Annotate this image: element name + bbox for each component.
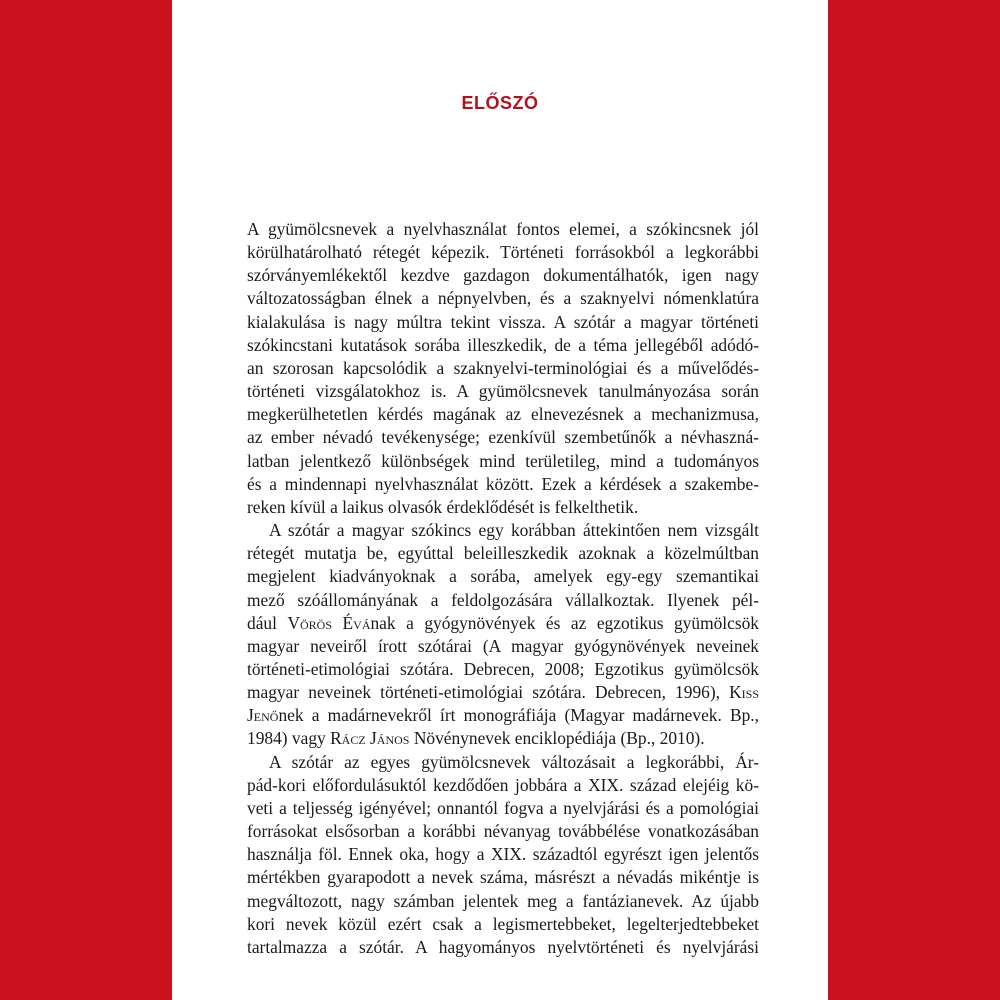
text-line: tartalmazza a szótár. A hagyományos nyelvtörténeti és nyelvjárási [247, 936, 759, 957]
text-line: A szótár az egyes gyümölcsnevek változásait a legkorábbi, Ár- [269, 751, 759, 772]
text-line: magyar neveiről írott szótárai (A magyar gyógynövények neveinek [247, 635, 759, 656]
text-line: történeti vizsgálatokhoz is. A gyümölcsnevek tanulmányozása során [247, 381, 759, 402]
text-line: mértékben gyarapodott a nevek száma, másrészt a névadás mikéntje is [247, 867, 759, 888]
text-line: an szorosan kapcsolódik a szaknyelvi-terminológiai és a művelődés- [247, 357, 759, 378]
text-line: és a mindennapi nyelvhasználat között. Ezek a kérdések a szakembe- [247, 473, 759, 494]
text-line: reken kívül a laikus olvasók érdeklődését is felkelthetik. [247, 496, 639, 517]
text-line: mező szóállományának a feldolgozására vállalkoztak. Ilyenek pél- [247, 589, 759, 610]
text-line: rétegét mutatja be, egyúttal beleilleszkedik azoknak a közelmúltban [247, 543, 759, 564]
text-line: latban jelentkező különbségek mind területileg, mind a tudományos [247, 450, 759, 471]
text-line: forrásokat elsősorban a korábbi névanyag továbbélése vonatkozásában [247, 821, 759, 842]
text-line: veti a teljesség igényével; onnantól fogva a nyelvjárási és a pomológiai [247, 797, 759, 818]
text-line: A gyümölcsnevek a nyelvhasználat fontos elemei, a szókincsnek jól [247, 219, 759, 239]
text-line: pád-kori előfordulásuktól kezdődően jobbára a XIX. század elejéig kö- [247, 774, 759, 795]
text-line: 1984) vagy Rácz János Növénynevek enciklopédiája (Bp., 2010). [247, 728, 705, 749]
text-line: magyar neveinek történeti-etimológiai szótára. Debrecen, 1996), Kiss [247, 682, 759, 703]
page-title: ELŐSZÓ [461, 93, 539, 113]
text-line: megkerülhetetlen kérdés magának az elnevezésnek a mechanizmusa, [247, 404, 759, 425]
body-text [247, 218, 759, 959]
text-line: megjelent kiadványoknak a sorába, amelyek egy-egy szemantikai [247, 566, 759, 587]
paragraph-3 [247, 751, 759, 959]
text-line: szókincstani kutatások sorába illeszkedik, de a téma jellegéből adódó- [247, 334, 759, 355]
text-line: szórványemlékektől kezdve gazdagon dokumentálhatók, igen nagy [247, 265, 759, 286]
paragraph-1 [247, 218, 759, 519]
text-line: megváltozott, nagy számban jelentek meg a fantázianevek. Az újabb [247, 890, 759, 911]
text-line: történeti-etimológiai szótára. Debrecen, 2008; Egzotikus gyümölcsök [247, 658, 759, 679]
text-line: dául Vörös Évának a gyógynövények és az egzotikus gyümölcsök [247, 612, 760, 633]
text-line: Jenőnek a madárnevekről írt monográfiája (Magyar madárnevek. Bp., [247, 705, 759, 726]
text-line: körülhatárolható rétegét képezik. Történeti forrásokból a legkorábbi [247, 242, 759, 263]
text-line: használja föl. Ennek oka, hogy a XIX. századtól egyrészt igen jelentős [247, 844, 759, 865]
text-line: változatosságban élnek a népnyelvben, és a szaknyelvi nómenklatúra [247, 288, 759, 309]
text-line: A szótár a magyar szókincs egy korábban áttekintően nem vizsgált [269, 520, 759, 541]
book-page [172, 0, 828, 1000]
text-line: kori nevek közül ezért csak a legismertebbeket, legelterjedtebbeket [247, 913, 759, 934]
text-line: az ember névadó tevékenysége; ezenkívül szembetűnők a névhaszná- [247, 427, 759, 448]
text-line: kialakulása is nagy múltra tekint vissza. A szótár a magyar történeti [247, 311, 759, 332]
paragraph-2 [247, 519, 759, 751]
